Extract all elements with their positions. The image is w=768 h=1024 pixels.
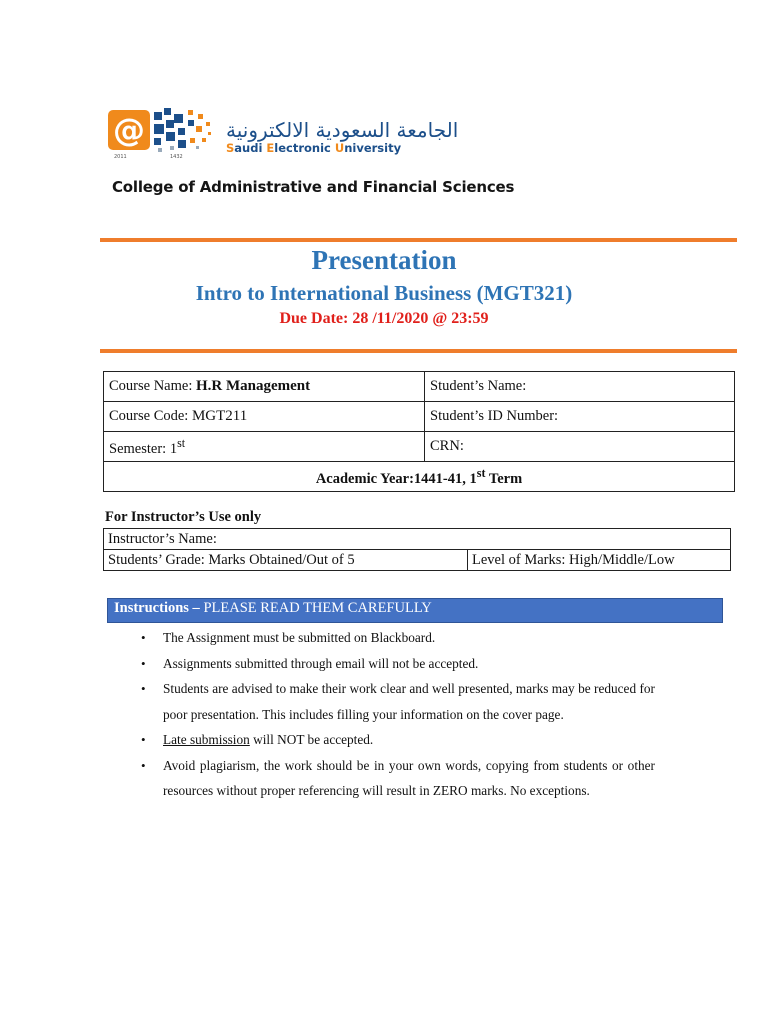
list-item: • Students are advised to make their work clear and well presented, marks may be reduced for poor presentation. This includes filling your information on the cover page.	[135, 676, 655, 727]
table-row	[104, 462, 735, 492]
table-row	[104, 529, 731, 550]
level-of-marks-cell: Level of Marks: High/Middle/Low	[468, 550, 731, 571]
due-date: Due Date: 28 /11/2020 @ 23:59	[279, 310, 489, 327]
student-id-cell: Student’s ID Number:	[425, 402, 735, 432]
orange-divider-bottom	[100, 349, 737, 353]
crn-cell: CRN:	[425, 432, 735, 462]
student-info-table	[103, 371, 735, 492]
instructions-heading-bar	[107, 598, 723, 623]
semester-cell: Semester: 1st	[104, 432, 425, 462]
academic-year-cell: Academic Year:1441-41, 1st Term	[104, 462, 735, 492]
university-name-english: Saudi Electronic University	[226, 141, 402, 155]
table-row	[104, 372, 735, 402]
page-title: Presentation	[311, 245, 457, 275]
logo-pixel-pattern-orange	[188, 110, 211, 143]
instructions-list	[135, 625, 655, 804]
bullet-icon: •	[141, 732, 146, 747]
logo-year-right: 1432	[170, 154, 183, 160]
logo-at-glyph: @	[113, 111, 145, 149]
list-item: • Late submission will NOT be accepted.	[135, 727, 655, 753]
course-subtitle: Intro to International Business (MGT321)	[195, 281, 573, 305]
bullet-icon: •	[141, 757, 146, 773]
bullet-icon: •	[141, 655, 146, 671]
instructor-section-heading: For Instructor’s Use only	[105, 509, 262, 525]
table-row	[104, 550, 731, 571]
course-code-value: MGT211	[191, 408, 248, 424]
university-logo-mark	[108, 108, 216, 160]
late-submission-underlined: Late submission	[163, 732, 250, 747]
semester-value: 1	[169, 440, 178, 457]
instructions-heading: Instructions – PLEASE READ THEM CAREFULLY	[114, 600, 432, 616]
college-name: College of Administrative and Financial Sciences	[112, 178, 515, 196]
university-logo	[108, 108, 459, 178]
table-row	[104, 402, 735, 432]
list-item: • Assignments submitted through email will not be accepted.	[135, 651, 655, 677]
bullet-icon: •	[141, 681, 146, 696]
list-item: • Avoid plagiarism, the work should be in your own words, copying from students or other resources without proper referencing will result in ZERO marks. No exceptions.	[135, 753, 655, 804]
course-name-cell: Course Name: H.R Management	[104, 372, 425, 402]
university-name-arabic: الجامعة السعودية الالكترونية	[226, 118, 459, 142]
instructor-table	[103, 528, 731, 571]
bullet-icon: •	[141, 630, 146, 645]
table-row	[104, 432, 735, 462]
course-name-value: H.R Management	[195, 378, 311, 394]
student-name-cell: Student’s Name:	[425, 372, 735, 402]
logo-year-left: 2011	[114, 154, 127, 160]
orange-divider-top	[100, 238, 737, 242]
student-grade-cell: Students’ Grade: Marks Obtained/Out of 5	[104, 550, 468, 571]
list-item: • The Assignment must be submitted on Blackboard.	[135, 625, 655, 651]
instructor-name-cell: Instructor’s Name:	[104, 529, 731, 550]
course-code-cell: Course Code: MGT211	[104, 402, 425, 432]
